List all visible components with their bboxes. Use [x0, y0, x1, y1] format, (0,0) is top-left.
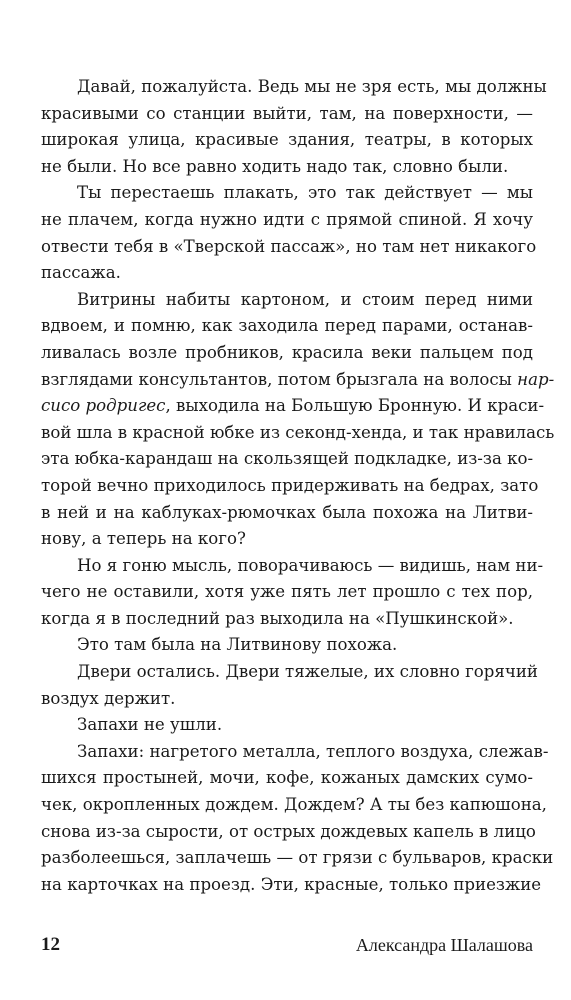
- text-line: [41, 739, 549, 766]
- line-text: , выходила на Большую Бронную. И краси-: [165, 396, 545, 416]
- line-text: чего не оставили, хотя уже пять лет прошло с тех пор,: [41, 582, 533, 602]
- line-text: взглядами консультантов, потом брызгала на волосы: [41, 369, 512, 389]
- line-text: широкая улица, красивые здания, театры, в которых: [41, 130, 533, 150]
- text-line: [41, 313, 533, 340]
- text-line: [41, 260, 533, 287]
- text-line: [41, 500, 533, 527]
- line-text: торой вечно приходилось придерживать на бедрах, зато: [41, 475, 539, 495]
- text-line: [41, 74, 547, 101]
- line-text: Запахи: нагретого металла, теплого воздуха, слежав-: [77, 741, 549, 761]
- line-text: Витрины набиты картоном, и стоим перед ними: [77, 289, 533, 309]
- text-line: [41, 473, 539, 500]
- text-line: [41, 792, 547, 819]
- page-number: 12: [41, 934, 60, 955]
- line-text: Это там была на Литвинову похожа.: [77, 635, 398, 655]
- line-text: разболеешься, заплачешь — от грязи с бульваров, краски: [41, 848, 554, 868]
- line-text: эта юбка-карандаш на скользящей подкладке, из-за ко-: [41, 449, 534, 469]
- text-line: [41, 632, 533, 659]
- line-text: на карточках на проезд. Эти, красные, только приезжие: [41, 874, 542, 894]
- text-line: [41, 101, 533, 128]
- line-text: воздух держит.: [41, 688, 176, 708]
- line-text: вой шла в красной юбке из секонд-хенда, и так нравилась: [41, 422, 555, 442]
- body-text: [41, 74, 555, 898]
- text-line: [41, 712, 533, 739]
- line-text: Ты перестаешь плакать, это так действует — мы: [77, 183, 533, 203]
- italic-text: сисо родригес: [41, 396, 166, 416]
- text-line: [41, 180, 533, 207]
- line-text: в ней и на каблуках-рюмочках была похожа на Литви-: [41, 502, 533, 522]
- text-line: [41, 207, 533, 234]
- line-text: шихся простыней, мочи, кофе, кожаных дамских сумо-: [41, 768, 533, 788]
- line-text: не были. Но все равно ходить надо так, словно были.: [41, 156, 509, 176]
- line-text: Но я гоню мысль, поворачиваюсь — видишь, нам ни-: [77, 555, 544, 575]
- line-text: ливалась возле пробников, красила веки пальцем под: [41, 342, 533, 362]
- line-text: отвести тебя в «Тверской пассаж», но там нет никакого: [41, 236, 537, 256]
- line-text: Двери остались. Двери тяжелые, их словно горячий: [77, 662, 538, 682]
- text-column: [41, 74, 555, 898]
- text-line: [41, 819, 536, 846]
- text-line: [41, 526, 533, 553]
- text-line: [41, 765, 533, 792]
- line-text: нову, а теперь на кого?: [41, 529, 246, 549]
- text-line: [41, 420, 555, 447]
- line-text: Запахи не ушли.: [77, 715, 223, 735]
- text-line: [41, 553, 544, 580]
- running-footer-author: Александра Шалашова: [355, 935, 533, 955]
- text-line: [41, 393, 545, 420]
- text-line: [41, 340, 533, 367]
- italic-text: нар-: [511, 369, 555, 389]
- text-line: [41, 367, 555, 394]
- text-line: [41, 872, 542, 899]
- line-text: Давай, пожалуйста. Ведь мы не зря есть, мы должны: [77, 77, 547, 96]
- text-line: [41, 446, 533, 473]
- page-footer: [41, 930, 533, 960]
- line-text: не плачем, когда нужно идти с прямой спиной. Я хочу: [41, 209, 533, 229]
- text-line: [41, 127, 533, 154]
- line-text: когда я в последний раз выходила на «Пушкинской».: [41, 608, 514, 628]
- line-text: чек, окропленных дождем. Дождем? А ты без капюшона,: [41, 795, 547, 815]
- text-line: [41, 606, 533, 633]
- text-line: [41, 686, 533, 713]
- text-line: [41, 154, 533, 181]
- line-text: вдвоем, и помню, как заходила перед парами, останав-: [41, 316, 533, 336]
- text-line: [41, 287, 533, 314]
- line-text: снова из-за сырости, от острых дождевых капель в лицо: [41, 821, 536, 841]
- line-text: пассажа.: [41, 263, 121, 283]
- text-line: [41, 234, 537, 261]
- text-line: [41, 579, 533, 606]
- text-line: [41, 659, 538, 686]
- line-text: красивыми со станции выйти, там, на поверхности, —: [41, 103, 533, 123]
- text-line: [41, 845, 554, 872]
